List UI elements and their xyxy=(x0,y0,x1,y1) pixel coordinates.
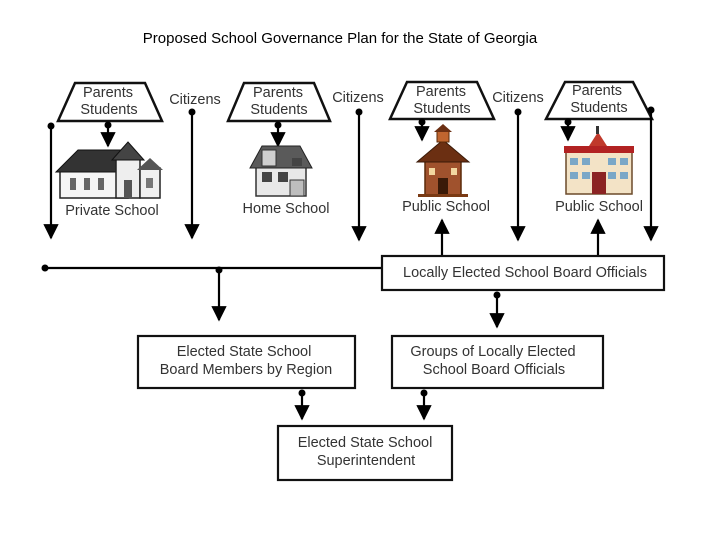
parents-label: Parents xyxy=(83,85,133,101)
home-school-icon xyxy=(250,146,312,196)
parents-label: Parents xyxy=(416,84,466,100)
state-board-box xyxy=(138,336,355,388)
local-board-box xyxy=(382,256,664,290)
superintendent-label-line2: Superintendent xyxy=(316,453,416,469)
citizens-label-2: Citizens xyxy=(332,90,384,106)
groups-box xyxy=(392,336,603,388)
students-label: Students xyxy=(80,102,138,118)
state-board-label-line1: Elected State School xyxy=(176,344,312,360)
local-to-groups-arrow xyxy=(494,292,501,328)
stakeholder-group-3 xyxy=(390,82,494,119)
parent-to-school-arrows xyxy=(105,119,572,147)
local-board-label: Locally Elected School Board Officials xyxy=(403,265,647,281)
students-label: Students xyxy=(413,101,471,117)
school-label-public-1: Public School xyxy=(402,199,490,215)
parents-label: Parents xyxy=(253,85,303,101)
public-school-icon-1 xyxy=(417,124,469,197)
diagram-title: Proposed School Governance Plan for the State of Georgia xyxy=(142,30,538,47)
stakeholder-group-1 xyxy=(58,83,162,121)
citizens-label-3: Citizens xyxy=(492,90,544,106)
local-board-to-schools-arrows xyxy=(442,220,598,258)
superintendent-label-line1: Elected State School xyxy=(297,435,433,451)
private-school-icon xyxy=(56,142,163,198)
stakeholder-group-4 xyxy=(546,82,652,119)
horizontal-connector xyxy=(42,265,383,321)
school-label-home: Home School xyxy=(242,201,330,217)
parents-label: Parents xyxy=(572,83,622,99)
stakeholder-group-2 xyxy=(228,83,330,121)
school-label-public-2: Public School xyxy=(555,199,643,215)
school-label-private: Private School xyxy=(65,203,159,219)
citizens-label-1: Citizens xyxy=(169,92,221,108)
students-label: Students xyxy=(250,102,308,118)
groups-label-line2: School Board Officials xyxy=(422,362,566,378)
to-superintendent-arrows xyxy=(299,390,428,420)
students-label: Students xyxy=(570,100,628,116)
state-board-label-line2: Board Members by Region xyxy=(159,362,333,378)
groups-label-line1: Groups of Locally Elected xyxy=(410,344,576,360)
public-school-icon-2 xyxy=(564,126,634,194)
superintendent-box xyxy=(278,426,452,480)
